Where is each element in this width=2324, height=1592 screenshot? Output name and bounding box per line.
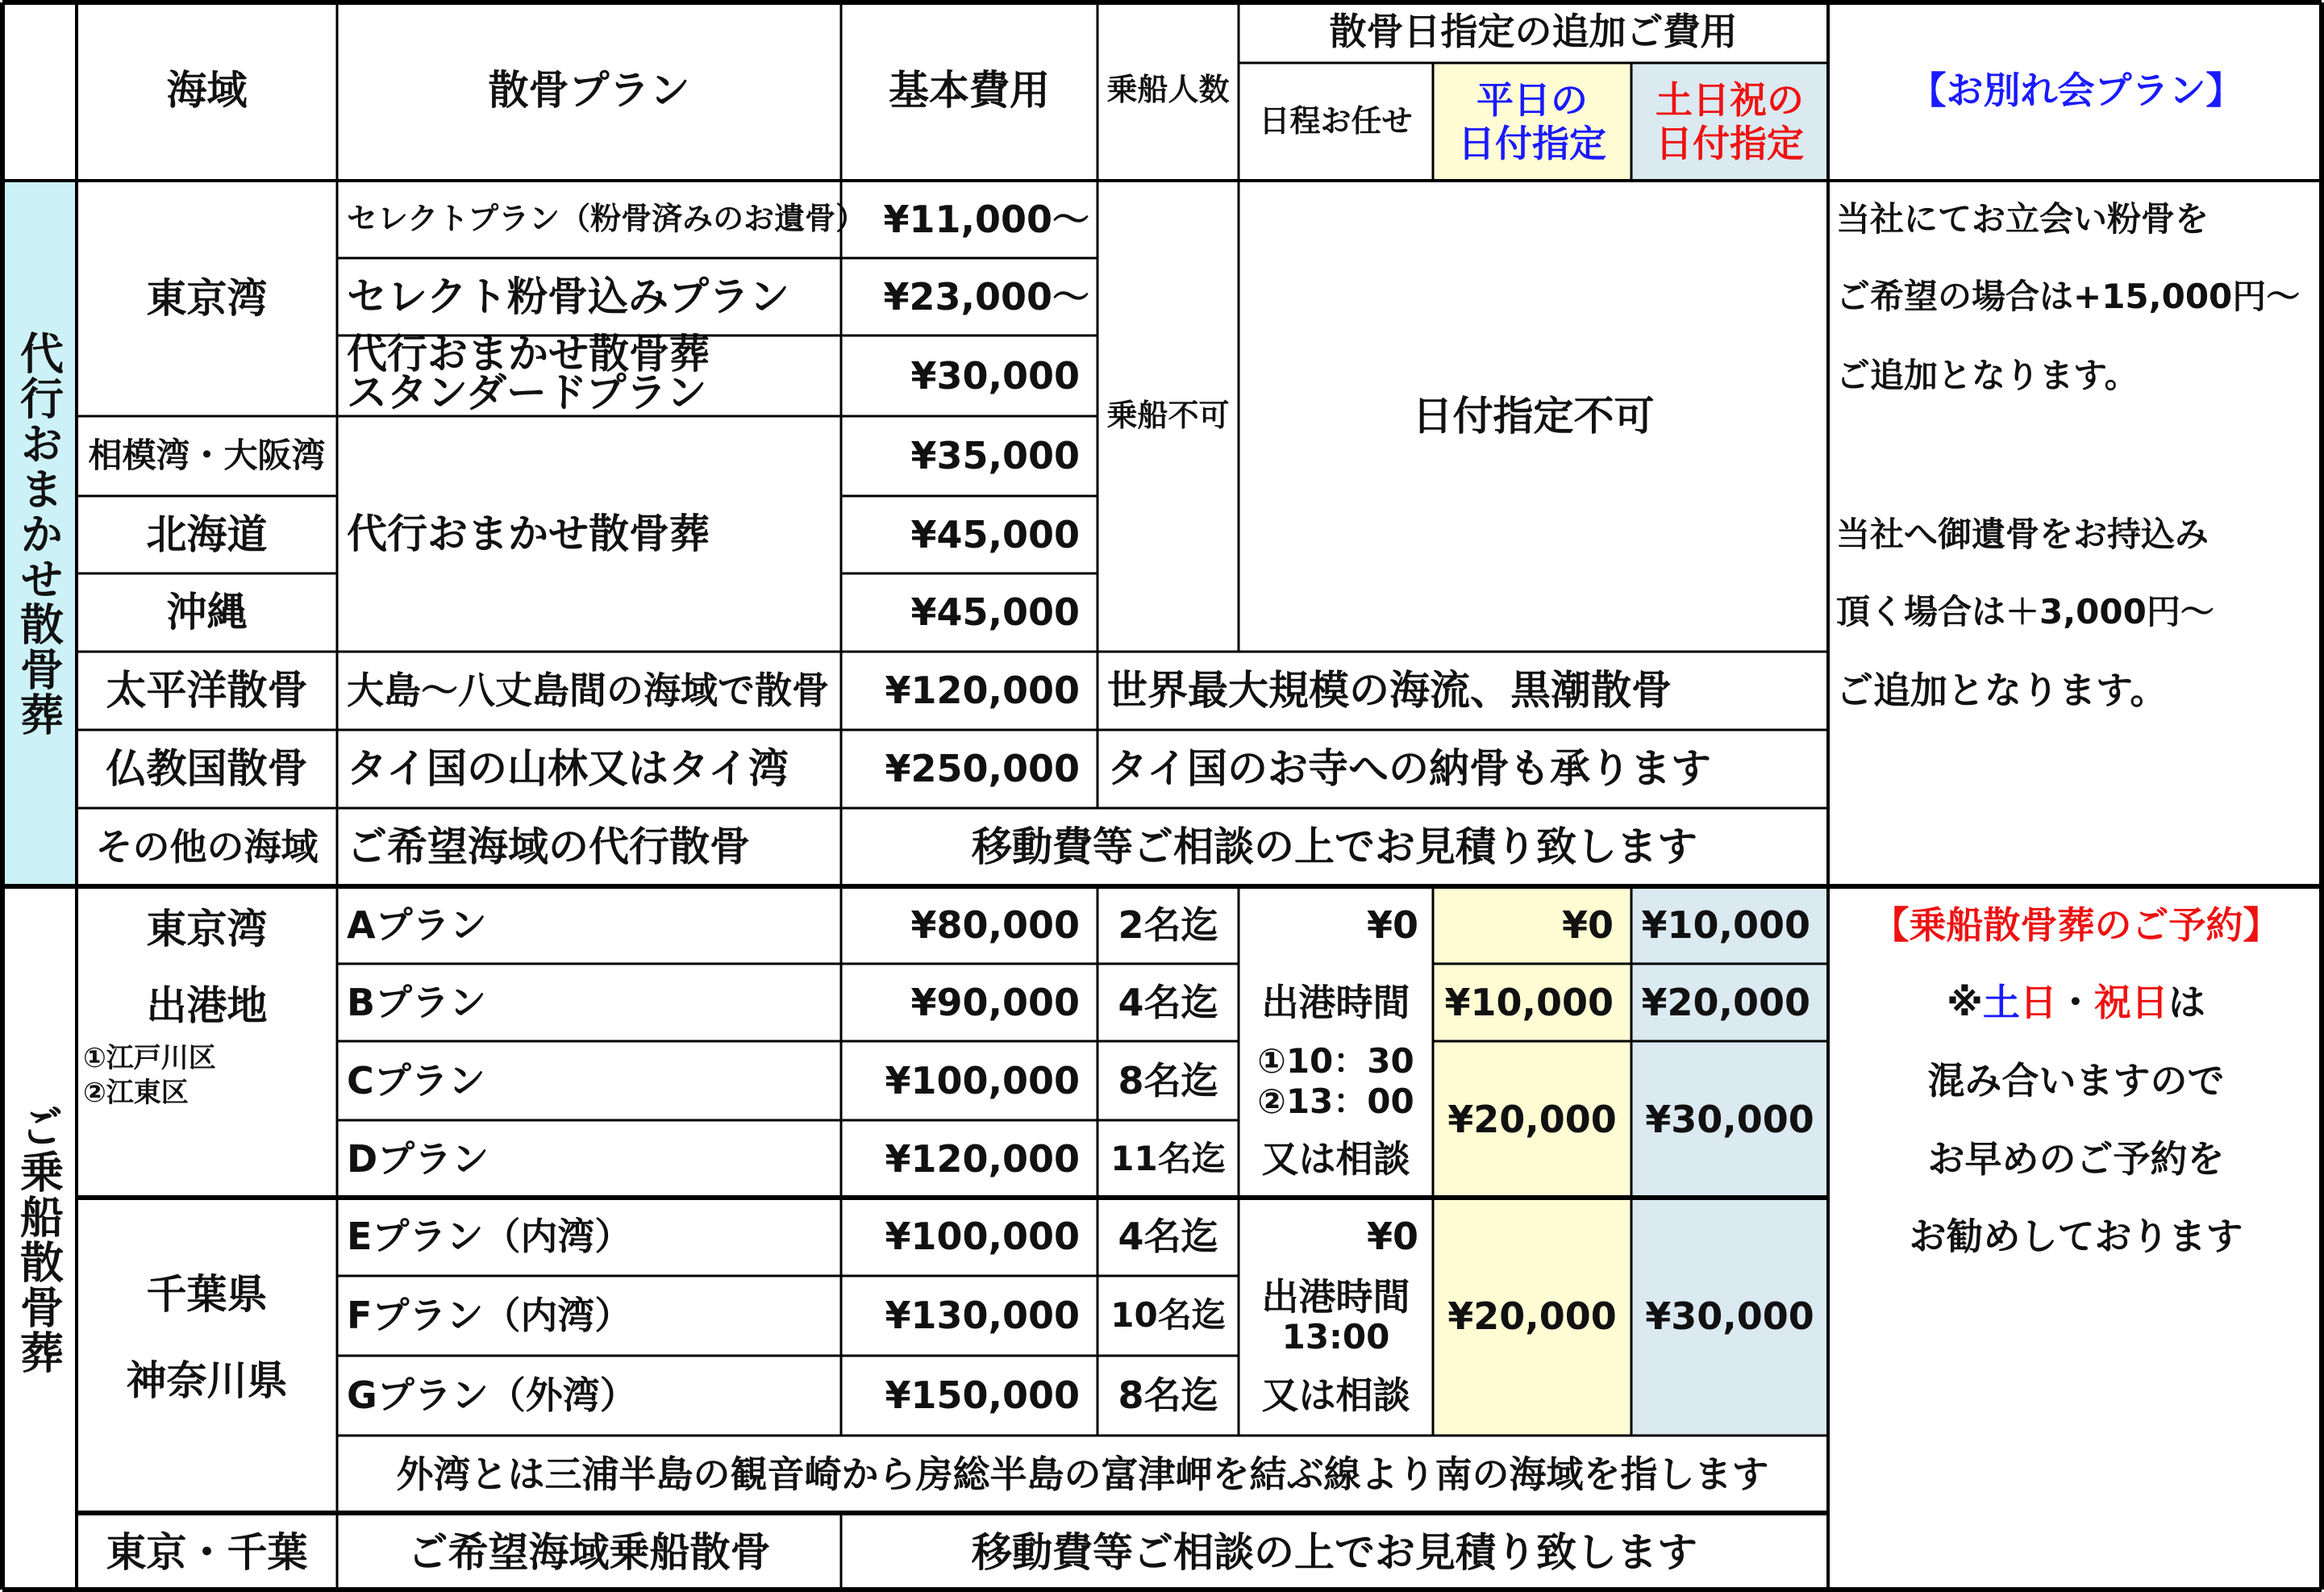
header-boarding-count: 乗船人数 [1106,72,1230,108]
plan-b-fee: ¥90,000 [910,980,1080,1024]
reservation-tail: は [2168,980,2205,1024]
tokyo-chiba-area: 東京・千葉 [106,1528,308,1576]
pacific-area: 太平洋散骨 [106,667,308,715]
standard-plan-line2: スタンダードプラン [347,369,707,416]
header-plan: 散骨プラン [488,66,690,114]
tokyo-free-fee: ¥0 [1366,902,1418,947]
plan-c-name: Cプラン [347,1058,485,1102]
plan-c-capacity: 8名迄 [1118,1058,1218,1102]
plan-g-fee: ¥150,000 [885,1373,1080,1418]
plan-b-capacity: 4名迄 [1118,980,1218,1024]
plan-e-name: Eプラン（内湾） [347,1215,632,1259]
standard-plan [337,331,841,416]
header-weekday-line1: 平日の [1476,77,1588,122]
other-plan: ご希望海域の代行散骨 [347,823,750,871]
proxy-plan: 代行おまかせ散骨葬 [347,510,710,557]
reservation-sun: 日 [2019,980,2057,1024]
reservation-mark: ※ [1947,980,1983,1024]
boarding-section-label: ご乗船散骨葬 [13,1103,65,1375]
standard-fee: ¥30,000 [910,353,1080,398]
sagami-osaka-fee: ¥35,000 [910,434,1080,478]
reservation-holiday: 祝日 [2093,980,2168,1024]
plan-g-name: Gプラン（外湾） [347,1373,637,1418]
tokyo-time-2: ②13：00 [1257,1081,1414,1121]
plan-a-capacity: 2名迄 [1118,902,1218,947]
buddhist-area: 仏教国散骨 [106,745,308,793]
boarding-unavailable: 乗船不可 [1106,398,1230,434]
header-schedule-free: 日程お任せ [1259,103,1413,140]
chiba-holiday: ¥30,000 [1645,1294,1814,1339]
select-plan: セレクトプラン（粉骨済みのお遺骨） [347,201,867,237]
farewell-note-1: 当社にてお立会い粉骨を [1836,198,2209,239]
tokyo-depart-label: 出港時間 [1261,980,1410,1024]
chiba-or-consult: 又は相談 [1261,1373,1410,1418]
plan-d-name: Dプラン [347,1136,489,1181]
pacific-fee: ¥120,000 [885,669,1080,713]
header-farewell-plan: 【お別れ会プラン】 [1909,68,2243,112]
header-date-fee-title: 散骨日指定の追加ご費用 [1329,9,1738,53]
chiba-time: 13:00 [1281,1316,1390,1357]
buddhist-fee: ¥250,000 [885,747,1080,791]
chiba-depart-label: 出港時間 [1261,1274,1410,1319]
header-base-fee: 基本費用 [889,66,1050,114]
plan-e-fee: ¥100,000 [885,1215,1080,1259]
okinawa-area: 沖縄 [166,589,248,636]
header-holiday-line2: 日付指定 [1656,122,1804,165]
other-note: 移動費等ご相談の上でお見積り致します [972,823,1697,871]
plan-d-capacity: 11名迄 [1110,1138,1226,1178]
tokyo-time-1: ①10：30 [1257,1040,1414,1081]
select-powder-plan: セレクト粉骨込みプラン [347,273,789,320]
standard-plan-line1: 代行おまかせ散骨葬 [347,331,710,377]
boarding-departure-port: 出港地 [146,981,268,1029]
wish-area-note: 移動費等ご相談の上でお見積り致します [972,1528,1697,1576]
other-area: その他の海域 [95,825,319,869]
farewell-note-4: 当社へ御遺骨をお持込み [1836,514,2209,554]
tokyo-weekday-cd: ¥20,000 [1447,1097,1617,1141]
reservation-line-3: お早めのご予約を [1927,1136,2225,1181]
plan-f-fee: ¥130,000 [885,1294,1080,1338]
header-holiday-line1: 土日祝の [1656,77,1804,122]
tokyo-weekday-a: ¥0 [1561,902,1614,947]
chiba-weekday: ¥20,000 [1447,1294,1617,1339]
header-holiday-date [1631,63,1828,181]
reservation-sat: 土 [1982,980,2020,1024]
hokkaido-area: 北海道 [146,511,268,558]
chiba-area: 千葉県 [146,1270,268,1318]
plan-f-capacity: 10名迄 [1110,1295,1226,1336]
farewell-note-5: 頂く場合は＋3,000円～ [1836,592,2214,632]
plan-e-capacity: 4名迄 [1118,1215,1218,1259]
boarding-port-2: ②江東区 [83,1077,189,1110]
pacific-plan: 大島～八丈島間の海域で散骨 [347,669,829,713]
kanagawa-area: 神奈川県 [126,1357,288,1404]
proxy-section-label: 代行おまかせ散骨葬 [13,330,65,737]
plan-f-name: Fプラン（内湾） [347,1294,632,1338]
tokyo-weekday-b: ¥10,000 [1444,980,1614,1024]
tokyo-holiday-b: ¥20,000 [1641,980,1810,1024]
hokkaido-fee: ¥45,000 [910,512,1080,556]
tokyo-or-consult: 又は相談 [1261,1136,1410,1181]
plan-b-name: Bプラン [347,980,487,1024]
boarding-port-1: ①江戸川区 [83,1042,216,1075]
select-plan-fee: ¥11,000～ [883,197,1089,241]
tokyo-holiday-cd: ¥30,000 [1645,1097,1814,1141]
tokyo-holiday-a: ¥10,000 [1641,902,1810,947]
plan-d-fee: ¥120,000 [885,1136,1080,1181]
reservation-title: 【乗船散骨葬のご予約】 [1872,902,2280,947]
chiba-free-fee: ¥0 [1366,1215,1418,1259]
header-weekday-date [1433,63,1631,181]
plan-a-fee: ¥80,000 [910,902,1080,947]
proxy-tokyo-bay: 東京湾 [146,274,268,322]
wish-area-boarding: ご希望海域乗船散骨 [407,1528,771,1576]
pacific-note: 世界最大規模の海流、黒潮散骨 [1107,667,1672,715]
outer-bay-note: 外湾とは三浦半島の観音崎から房総半島の富津岬を結ぶ線より南の海域を指します [396,1452,1769,1496]
header-sea-area: 海域 [166,66,248,114]
farewell-note-2: ご希望の場合は+15,000円～ [1836,276,2301,316]
plan-g-capacity: 8名迄 [1118,1373,1218,1418]
reservation-line-2: 混み合いますので [1927,1058,2225,1102]
okinawa-fee: ¥45,000 [910,590,1080,635]
plan-c-fee: ¥100,000 [885,1058,1080,1102]
reservation-line-4: お勧めしております [1909,1215,2243,1259]
date-unavailable: 日付指定不可 [1412,392,1655,440]
reservation-line-1 [1828,964,2324,1041]
boarding-tokyo-bay: 東京湾 [146,905,268,952]
plan-a-name: Aプラン [347,902,487,947]
header-weekday-line2: 日付指定 [1458,122,1606,165]
farewell-note-3: ご追加となります。 [1836,355,2139,395]
buddhist-note: タイ国のお寺への納骨も承ります [1107,745,1711,793]
reservation-dot: ・ [2056,980,2094,1024]
buddhist-plan: タイ国の山林又はタイ湾 [347,745,789,793]
farewell-note-6: ご追加となります。 [1836,669,2168,713]
sagami-osaka-area: 相模湾・大阪湾 [88,436,326,476]
select-powder-fee: ¥23,000～ [883,274,1089,319]
